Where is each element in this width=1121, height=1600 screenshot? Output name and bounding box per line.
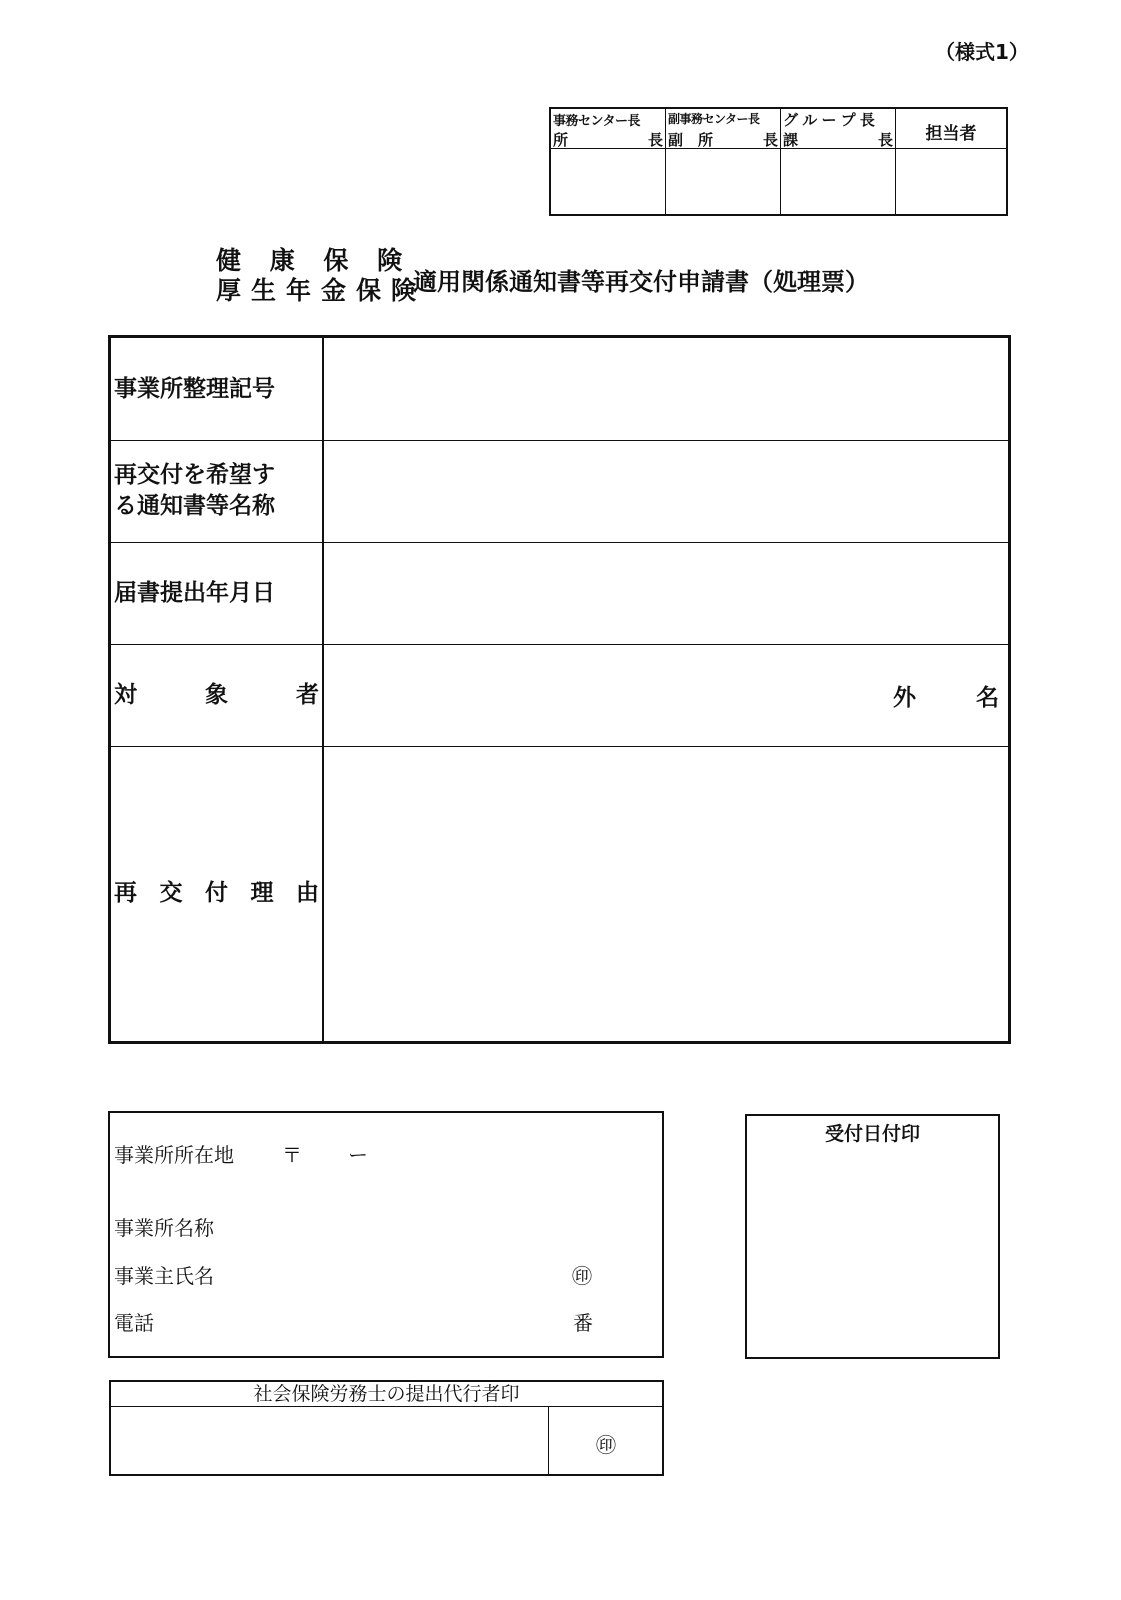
phone-number-suffix: 番 xyxy=(573,1311,593,1335)
office-number-label xyxy=(114,338,319,440)
submission-date-text: 届書提出年月日 xyxy=(114,579,275,606)
insurance-pension: 厚生年金保険 xyxy=(216,276,427,305)
insurance-health: 健 康 保 険 xyxy=(216,246,413,275)
insurance-type-labels xyxy=(216,246,426,306)
target-person-label xyxy=(114,644,319,746)
others-char: 外 xyxy=(893,685,916,711)
approval-col-line2-right: 長 xyxy=(877,131,893,149)
phone-label: 電話 xyxy=(114,1311,154,1335)
office-number-field[interactable] xyxy=(325,338,1008,440)
form-id: （様式1） xyxy=(935,40,1029,64)
approval-col-line2-right: 長 xyxy=(762,131,778,149)
others-count-label xyxy=(893,679,999,712)
reason-char: 再 xyxy=(114,880,137,906)
target-person-field[interactable] xyxy=(325,644,875,746)
target-person-char: 対 xyxy=(114,681,137,708)
target-person-char: 者 xyxy=(296,681,319,708)
postal-dash: ー xyxy=(348,1143,368,1167)
others-char: 名 xyxy=(976,685,999,711)
document-name-field[interactable] xyxy=(325,440,1008,542)
approval-col-deputy xyxy=(666,109,781,214)
approval-col-line2-left: 所 xyxy=(553,131,569,149)
agent-stamp-caption: 社会保険労務士の提出代行者印 xyxy=(111,1382,662,1407)
office-name-label: 事業所名称 xyxy=(114,1216,214,1240)
approval-col-line1: 副事務センター長 xyxy=(668,112,760,126)
approval-col-line2-right: 長 xyxy=(647,131,663,149)
form-title: 適用関係通知書等再交付申請書（処理票） xyxy=(413,268,869,296)
reception-stamp-box xyxy=(745,1114,1000,1359)
reason-field[interactable] xyxy=(325,746,1008,1041)
office-number-text: 事業所整理記号 xyxy=(114,375,275,402)
agent-stamp-box xyxy=(109,1380,664,1476)
approval-col-staff-label: 担当者 xyxy=(925,124,977,144)
address-label: 事業所所在地 xyxy=(114,1143,234,1167)
reason-char: 由 xyxy=(296,880,319,906)
document-name-label xyxy=(114,440,319,542)
approval-table xyxy=(549,107,1008,216)
approval-col-line2-left: 課 xyxy=(783,131,799,149)
employer-info-box xyxy=(108,1111,664,1358)
approval-col-line1: 事務センター長 xyxy=(553,114,640,129)
agent-seal-icon: ㊞ xyxy=(596,1433,616,1457)
target-person-char: 象 xyxy=(205,681,228,708)
application-table xyxy=(108,335,1011,1044)
reception-stamp-caption: 受付日付印 xyxy=(824,1123,920,1145)
approval-col-staff xyxy=(896,109,1006,214)
agent-name-field[interactable] xyxy=(111,1407,547,1474)
reason-label xyxy=(114,746,319,1041)
office-name-field[interactable] xyxy=(230,1207,650,1241)
postal-mark: 〒 xyxy=(282,1143,302,1167)
approval-col-line2-left: 副 所 xyxy=(668,131,714,149)
phone-field[interactable] xyxy=(170,1302,560,1336)
reason-char: 理 xyxy=(250,880,274,906)
submission-date-field[interactable] xyxy=(325,542,1008,644)
reason-char: 付 xyxy=(205,880,228,906)
document-name-label-line2: る通知書等名称 xyxy=(114,493,275,519)
approval-col-director xyxy=(551,109,666,214)
approval-col-line1: グ ル ー プ 長 xyxy=(783,111,875,129)
approval-col-group-leader xyxy=(781,109,896,214)
reason-char: 交 xyxy=(159,880,183,906)
owner-name-field[interactable] xyxy=(230,1255,560,1289)
seal-icon: ㊞ xyxy=(572,1264,592,1288)
owner-name-label: 事業主氏名 xyxy=(114,1264,214,1288)
address-field[interactable] xyxy=(260,1133,650,1167)
document-name-label-line1: 再交付を希望す xyxy=(114,462,275,488)
submission-date-label xyxy=(114,542,319,644)
